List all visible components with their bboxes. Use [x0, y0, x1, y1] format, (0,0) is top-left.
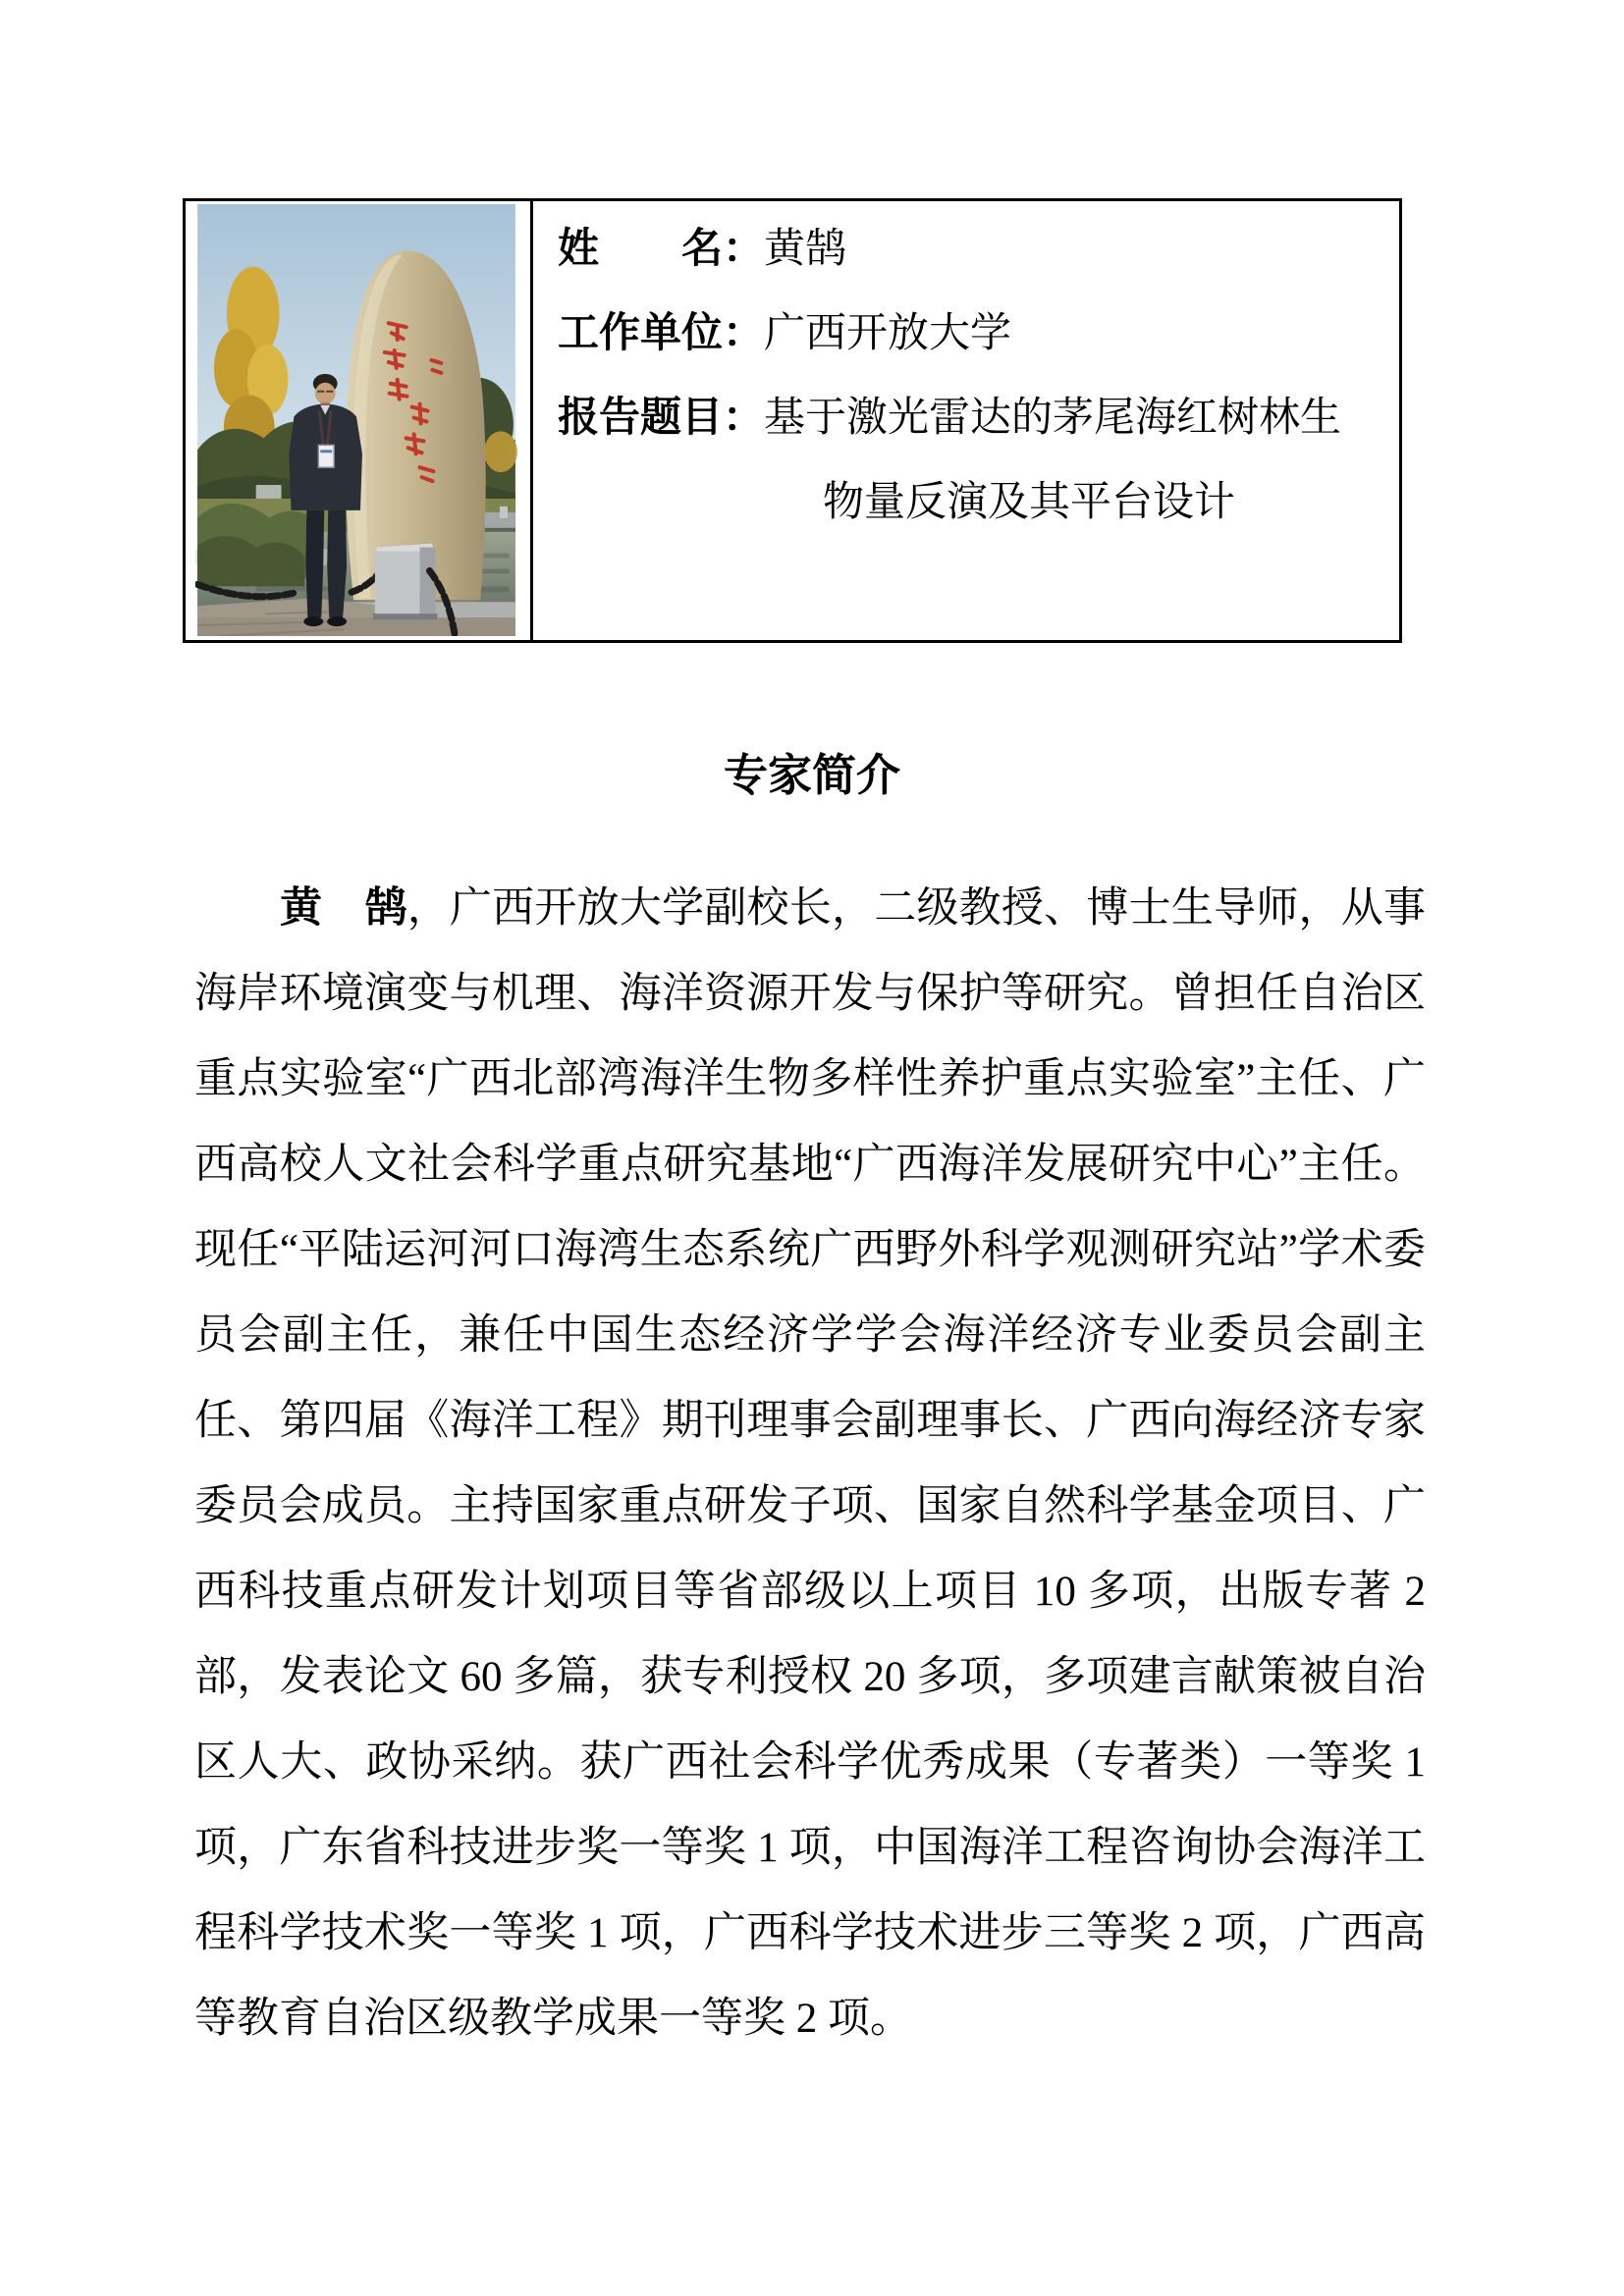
name-value: 黄鹄 [764, 227, 847, 272]
info-cell [533, 201, 1399, 640]
affiliation-label: 工作单位： [558, 311, 765, 356]
photo-cell [186, 201, 533, 640]
pavement-strip [197, 617, 515, 636]
bio-text: ，广西开放大学副校长，二级教授、博士生导师，从事海岸环境演变与机理、海洋资源开发与保护等研究。曾担任自治区重点实验室“广西北部湾海洋生物多样性养护重点实验室”主任、广西高校人文社会科学重点研究基地“广西海洋发展研究中心”主任。现任“平陆运河河口海湾生态系统广西野外科学观测研究站”学术委员会副主任，兼任中国生态经济学学会海洋经济专业委员会副主任、第四届《海洋工程》期刊理事会副理事长、广西向海经济专家委员会成员。主持国家重点研发子项、国家自然科学基金项目、广西科技重点研发计划项目等省部级以上项目 10 多项，出版专著 2 部，发表论文 60 多篇，获专利授权 20 多项，多项建言献策被自治区人大、政协采纳。获广西社会科学优秀成果（专著类）一等奖 1 项，广东省科技进步奖一等奖 1 项，中国海洋工程咨询协会海洋工程科学技术奖一等奖 1 项，广西科学技术进步三等奖 2 项，广西高等教育自治区级教学成果一等奖 2 项。 [194, 885, 1427, 2042]
left-leg [305, 510, 324, 617]
name-label: 姓 名： [558, 227, 765, 272]
field-row-report-title-wrap [558, 460, 1391, 545]
right-shoe [327, 616, 347, 626]
expert-photo [195, 204, 517, 636]
section-title: 专家简介 [723, 751, 900, 800]
face [315, 383, 336, 404]
bio-paragraph [194, 866, 1426, 2061]
distant-house [256, 485, 282, 499]
right-yellow-accent [484, 431, 517, 472]
field-row-affiliation [558, 292, 1391, 376]
left-shoe [303, 616, 323, 626]
badge [318, 445, 334, 467]
field-row-name [558, 207, 1391, 292]
foreground-bushes [197, 504, 322, 586]
profile-table [183, 198, 1402, 643]
field-row-report-title [558, 376, 1391, 460]
report-title-line1: 基于激光雷达的茅尾海红树林生 [764, 396, 1342, 441]
affiliation-value: 广西开放大学 [764, 311, 1012, 356]
report-title-label: 报告题目： [558, 396, 765, 441]
report-title-line2: 物量反演及其平台设计 [823, 480, 1236, 525]
bio-lead-name: 黄 鹄 [280, 885, 407, 932]
stone-post [373, 544, 438, 619]
right-leg [327, 510, 347, 617]
